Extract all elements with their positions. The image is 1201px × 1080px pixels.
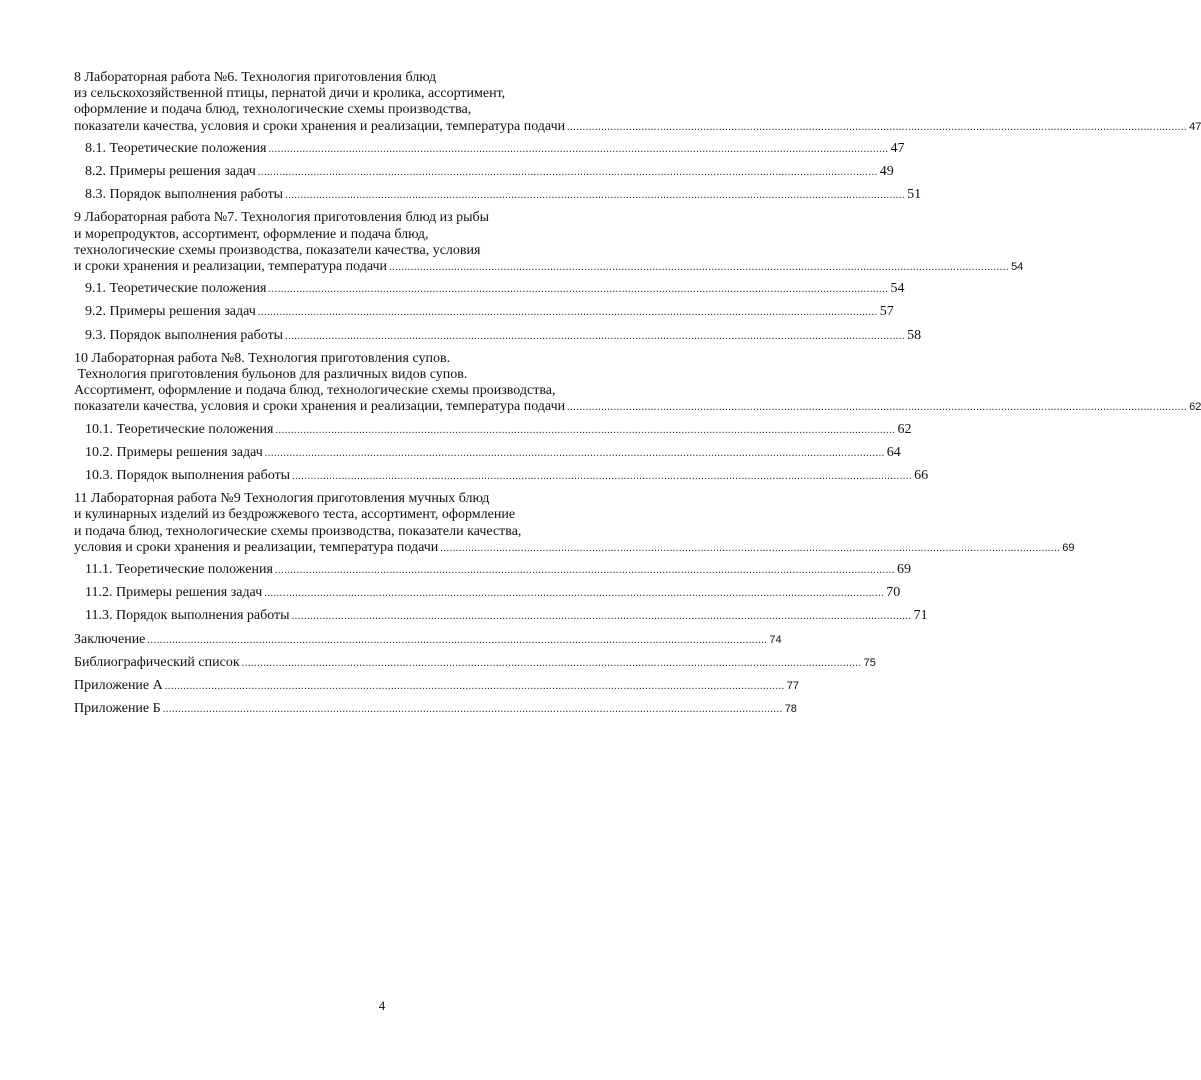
toc-entry-title-line: и сроки хранения и реализации, температура подачи [74,259,388,275]
toc-subentry [74,281,905,298]
toc-subentry-title: 9.1. Теоретические положения [85,281,267,297]
toc-subentry-title: 8.1. Теоретические положения [85,140,267,156]
toc-subentry-title: 9.2. Примеры решения задач [85,304,256,320]
toc-subentry-title: 10.3. Порядок выполнения работы [85,468,291,484]
toc-entry-title-line: показатели качества, условия и сроки хранения и реализации, температура подачи [74,399,566,415]
toc-entry-title-line: 10 Лабораторная работа №8. Технология приготовления супов. [74,350,451,366]
dot-leader: ........................................................................................................................................................................................................ [567,402,1188,414]
toc-entry-title-line: и подача блюд, технологические схемы производства, показатели качества, [74,523,522,539]
toc-subentry-title: 11.3. Порядок выполнения работы [85,608,290,624]
toc-page-number: 69 [1062,541,1075,554]
toc-page-number: 62 [897,421,912,437]
toc-entry-lab-6 [74,70,1201,136]
toc-entry-title: Библиографический список [74,654,240,670]
dot-leader: ........................................................................................................................................................................................................ [292,471,913,483]
toc-page-number: 75 [863,656,876,669]
toc-page-number: 47 [1189,120,1201,133]
toc-subentry-title: 9.3. Порядок выполнения работы [85,327,284,343]
toc-subentry-title: 8.3. Порядок выполнения работы [85,187,284,203]
page-number: 4 [378,998,386,1013]
toc-entry-conclusion [74,631,782,649]
toc-page-number: 51 [907,187,922,203]
toc-subentry-title: 10.2. Примеры решения задач [85,444,263,460]
toc-entry-title-line: и кулинарных изделий из бездрожжевого теста, ассортимент, оформление [74,507,516,523]
toc-page-number: 78 [784,703,797,716]
toc-entry-last-line [74,259,1024,276]
toc-entry-title-line: 9 Лабораторная работа №7. Технология приготовления блюд из рыбы [74,210,490,226]
toc-page-number: 54 [890,281,905,297]
toc-subentry [74,327,922,345]
toc-subentry [74,468,929,485]
dot-leader: ........................................................................................................................................................................................................ [274,565,895,577]
toc-subentry [74,164,894,181]
toc-entry-title-line: оформление и подача блюд, технологические схемы производства, [74,102,472,118]
toc-entry-last-line [74,399,1201,416]
toc-subentry [74,608,928,625]
dot-leader: ........................................................................................................................................................................................................ [162,704,783,716]
dot-leader: ........................................................................................................................................................................................................ [291,611,912,623]
dot-leader: ........................................................................................................................................................................................................ [389,262,1010,274]
toc-page-number: 47 [890,140,905,156]
toc-entry-title-line: 8 Лабораторная работа №6. Технология приготовления блюд [74,70,437,85]
toc-entry-last-line [74,539,1075,557]
toc-subentry-title: 8.2. Примеры решения задач [85,164,256,180]
toc-entry-title-line: Технология приготовления бульонов для различных видов супов. [74,367,468,383]
toc-page-number: 77 [786,680,800,693]
dot-leader: ........................................................................................................................................................................................................ [275,424,896,436]
dot-leader: ........................................................................................................................................................................................................ [440,542,1061,554]
toc-page-number: 74 [769,633,782,646]
toc-subentry-title: 11.1. Теоретические положения [85,562,273,578]
toc-subentry [74,421,912,439]
dot-leader: ........................................................................................................................................................................................................ [567,121,1188,133]
dot-leader: ........................................................................................................................................................................................................ [264,447,885,459]
toc-subentry [74,585,901,602]
toc-entry-bibliography [74,654,876,672]
toc-entry-appendix-b [74,701,797,718]
dot-leader: ........................................................................................................................................................................................................ [268,284,889,296]
toc-entry-title-line: условия и сроки хранения и реализации, температура подачи [74,539,439,555]
toc-entry-title-line: 11 Лабораторная работа №9 Технология приготовления мучных блюд [74,491,490,507]
toc-page-number: 57 [879,304,894,320]
toc-subentry [74,140,905,158]
toc-page-number: 69 [896,562,911,578]
toc-page-number: 70 [886,585,901,601]
dot-leader: ........................................................................................................................................................................................................ [164,681,785,693]
toc-entry-lab-8 [74,350,1201,417]
toc-entry-lab-7 [74,210,1024,276]
dot-leader: ........................................................................................................................................................................................................ [241,657,862,669]
toc-page-number: 62 [1189,401,1201,414]
toc-page-number: 64 [886,444,901,460]
toc-page-number: 49 [879,164,894,180]
dot-leader: ........................................................................................................................................................................................................ [264,588,885,600]
toc-entry-last-line [74,118,1201,136]
toc-entry-title: Заключение [74,631,146,647]
toc-page-number: 71 [913,608,928,624]
toc-entry-lab-9 [74,491,1075,557]
toc-entry-title: Приложение Б [74,701,161,717]
toc-entry-title-line: и морепродуктов, ассортимент, оформление и подача блюд, [74,226,429,242]
toc-subentry [74,444,901,462]
toc-entry-title: Приложение А [74,678,163,694]
toc-subentry [74,187,922,204]
toc-page-number: 66 [914,468,929,484]
toc-page-number: 54 [1011,261,1024,274]
toc-entry-title-line: из сельскохозяйственной птицы, пернатой дичи и кролика, ассортимент, [74,86,506,102]
dot-leader: ........................................................................................................................................................................................................ [257,307,878,319]
dot-leader: ........................................................................................................................................................................................................ [147,634,768,646]
toc-page-number: 58 [907,327,922,343]
dot-leader: ........................................................................................................................................................................................................ [285,330,906,342]
toc-subentry-title: 11.2. Примеры решения задач [85,585,263,601]
toc-subentry [74,304,894,321]
toc-subentry-title: 10.1. Теоретические положения [85,421,274,437]
toc-entry-title-line: Ассортимент, оформление и подача блюд, технологические схемы производства, [74,383,556,399]
dot-leader: ........................................................................................................................................................................................................ [285,190,906,202]
table-of-contents [74,70,1201,725]
toc-entry-title-line: технологические схемы производства, показатели качества, условия [74,242,481,258]
dot-leader: ........................................................................................................................................................................................................ [257,167,878,179]
toc-entry-title-line: показатели качества, условия и сроки хранения и реализации, температура подачи [74,118,566,134]
toc-entry-appendix-a [74,678,800,695]
toc-subentry [74,562,911,579]
dot-leader: ........................................................................................................................................................................................................ [268,143,889,155]
